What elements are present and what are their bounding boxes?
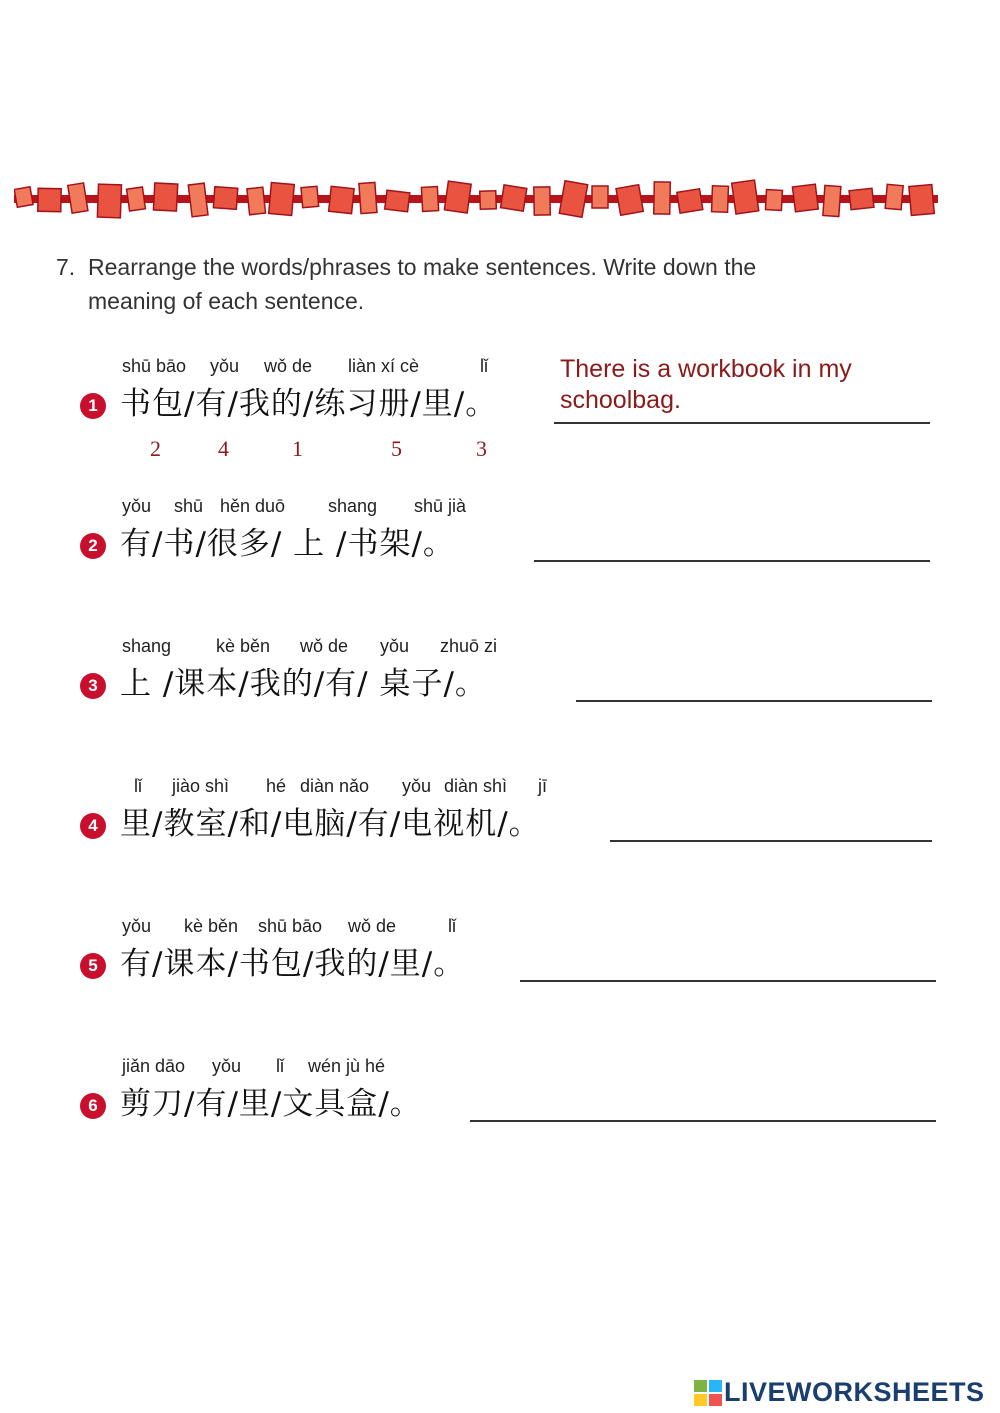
- pinyin-word: wǒ de: [300, 636, 349, 656]
- item-number-badge: 2: [80, 533, 106, 559]
- pinyin-word: jiào shì: [172, 776, 230, 796]
- pinyin-word: diàn nǎo: [300, 776, 370, 796]
- pinyin-word: wén jù hé: [308, 1056, 386, 1076]
- decorative-banner: [14, 178, 938, 220]
- pinyin-word: shū: [174, 496, 204, 516]
- pinyin-word: kè běn: [216, 636, 271, 656]
- pinyin-word: yǒu: [402, 776, 432, 796]
- pinyin-word: lǐ: [134, 776, 142, 796]
- answer-text-line-2: schoolbag.: [560, 386, 681, 414]
- pinyin-word: lǐ: [480, 356, 488, 376]
- pinyin-word: diàn shì: [444, 776, 508, 796]
- pinyin-word: zhuō zi: [440, 636, 498, 656]
- pinyin-word: lǐ: [448, 916, 456, 936]
- instruction-line-2: meaning of each sentence.: [88, 288, 365, 314]
- pinyin-word: liàn xí cè: [348, 356, 420, 376]
- pinyin-word: yǒu: [122, 496, 152, 516]
- item-number-badge: 5: [80, 953, 106, 979]
- pinyin-word: hé: [266, 776, 287, 796]
- logo-icon: [694, 1380, 724, 1408]
- order-number: 1: [292, 436, 303, 461]
- exercise-item-3: [80, 636, 950, 756]
- pinyin-word: kè běn: [184, 916, 239, 936]
- chinese-phrases: 里/教室/和/电脑/有/电视机/。: [120, 806, 541, 842]
- exercise-item-2: [80, 496, 950, 616]
- pinyin-word: lǐ: [276, 1056, 284, 1076]
- instruction: [56, 250, 936, 318]
- chinese-phrases: 有/课本/书包/我的/里/。: [120, 946, 466, 982]
- order-number: 5: [391, 436, 402, 461]
- pinyin-word: shang: [328, 496, 378, 516]
- answer-line[interactable]: [576, 700, 932, 702]
- pinyin-word: jī: [538, 776, 547, 796]
- exercise-item-5: [80, 916, 950, 1036]
- answer-line[interactable]: [610, 840, 932, 842]
- pinyin-word: shū jià: [414, 496, 467, 516]
- logo-text: LIVEWORKSHEETS: [724, 1377, 985, 1407]
- pinyin-word: yǒu: [380, 636, 410, 656]
- answer-line[interactable]: [554, 422, 930, 424]
- item-number-badge: 4: [80, 813, 106, 839]
- pinyin-word: hěn duō: [220, 496, 286, 516]
- chinese-phrases: 书包/有/我的/练习册/里/。: [120, 386, 498, 422]
- question-number: 7.: [56, 254, 76, 280]
- pinyin-word: yǒu: [210, 356, 240, 376]
- pinyin-word: shang: [122, 636, 172, 656]
- chinese-phrases: 上 /课本/我的/有/ 桌子/。: [120, 666, 487, 702]
- order-number: 2: [150, 436, 161, 461]
- answer-line[interactable]: [470, 1120, 936, 1122]
- chinese-phrases: 有/书/很多/ 上 /书架/。: [120, 526, 455, 562]
- pinyin-word: wǒ de: [264, 356, 313, 376]
- answer-line[interactable]: [520, 980, 936, 982]
- exercise-item-4: [80, 776, 950, 896]
- order-number: 3: [476, 436, 487, 461]
- pinyin-word: yǒu: [122, 916, 152, 936]
- order-number: 4: [218, 436, 229, 461]
- chinese-phrases: 剪刀/有/里/文具盒/。: [120, 1086, 422, 1122]
- item-number-badge: 1: [80, 393, 106, 419]
- item-number-badge: 6: [80, 1093, 106, 1119]
- item-number-badge: 3: [80, 673, 106, 699]
- pinyin-word: yǒu: [212, 1056, 242, 1076]
- exercise-item-6: [80, 1056, 950, 1176]
- exercise-item-1: [80, 356, 950, 476]
- instruction-line-1: Rearrange the words/phrases to make sentences. Write down the: [88, 254, 757, 280]
- pinyin-word: jiǎn dāo: [122, 1056, 186, 1076]
- answer-text-line-1: There is a workbook in my: [560, 355, 852, 383]
- liveworksheets-logo: [694, 1376, 994, 1410]
- pinyin-word: shū bāo: [258, 916, 323, 936]
- pinyin-word: wǒ de: [348, 916, 397, 936]
- pinyin-word: shū bāo: [122, 356, 187, 376]
- answer-line[interactable]: [534, 560, 930, 562]
